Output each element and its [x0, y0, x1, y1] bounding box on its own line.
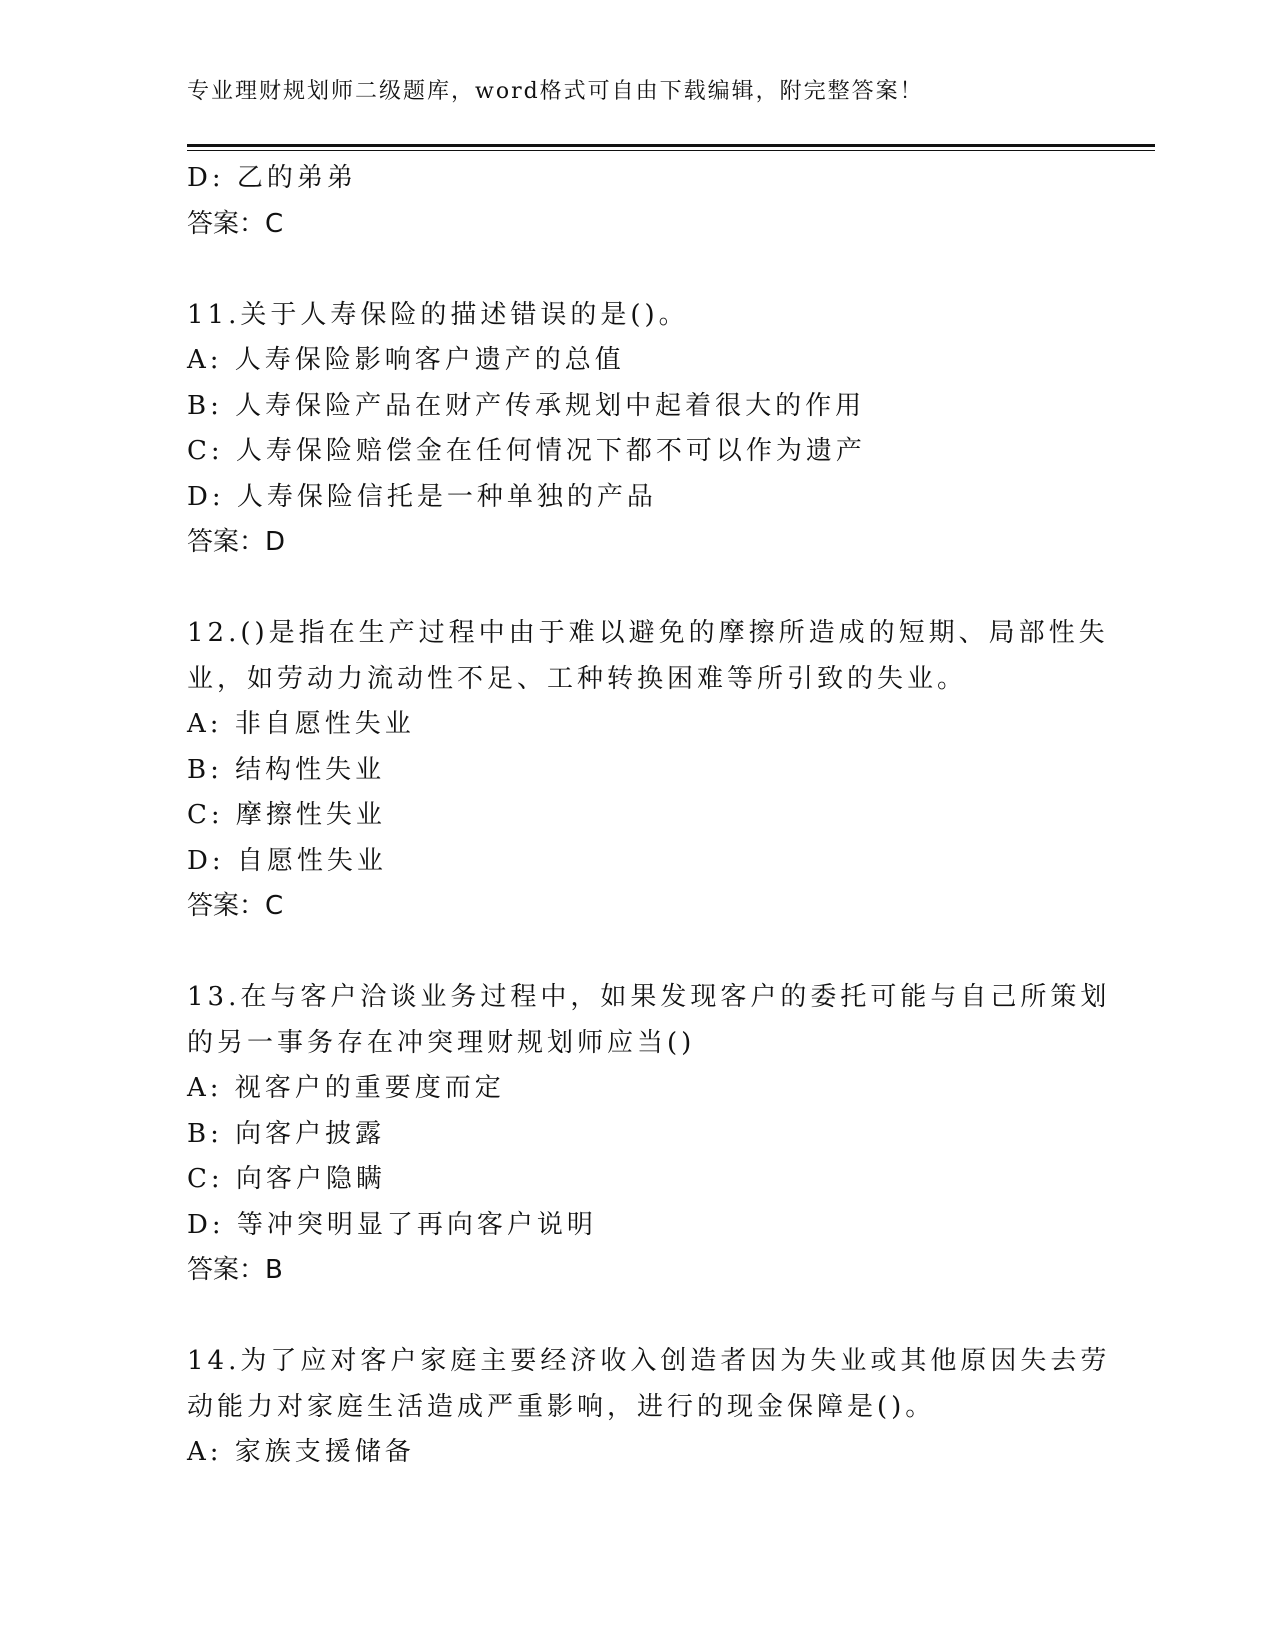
question-11 [187, 293, 1087, 566]
option-a: A: 非自愿性失业 [187, 709, 415, 739]
question-stem: 13.在与客户洽谈业务过程中，如果发现客户的委托可能与自己所策划 [187, 982, 1111, 1012]
spacer [187, 247, 1087, 293]
question-stem-cont: 业，如劳动力流动性不足、工种转换困难等所引致的失业。 [187, 663, 968, 694]
option-d: D: 等冲突明显了再向客户说明 [187, 1209, 597, 1240]
answer: 答案：D [187, 527, 286, 557]
spacer [187, 930, 1087, 976]
answer: 答案：C [187, 891, 284, 921]
option-d: D: 乙的弟弟 [187, 163, 357, 193]
answer: 答案：C [187, 208, 284, 239]
spacer [187, 1294, 1087, 1340]
question-stem: 12.()是指在生产过程中由于难以避免的摩擦所造成的短期、局部性失 [187, 618, 1109, 648]
header-rule-thick [187, 144, 1155, 147]
option-c: C: 摩擦性失业 [187, 800, 386, 830]
option-b: B: 结构性失业 [187, 754, 386, 785]
spacer [187, 566, 1087, 612]
option-a: A: 家族支援储备 [187, 1437, 415, 1467]
question-14 [187, 1339, 1111, 1476]
question-stem-cont: 动能力对家庭生活造成严重影响，进行的现金保障是()。 [187, 1391, 936, 1422]
option-d: D: 人寿保险信托是一种单独的产品 [187, 481, 657, 512]
answer: 答案：B [187, 1255, 283, 1285]
option-b: B: 人寿保险产品在财产传承规划中起着很大的作用 [187, 390, 866, 421]
document-body [187, 156, 1111, 1476]
option-a: A: 人寿保险影响客户遗产的总值 [187, 345, 625, 375]
option-b: B: 向客户披露 [187, 1118, 386, 1149]
question-stem-cont: 的另一事务存在冲突理财规划师应当() [187, 1027, 696, 1058]
option-c: C: 向客户隐瞒 [187, 1164, 386, 1194]
option-a: A: 视客户的重要度而定 [187, 1073, 505, 1103]
header-rule-thin [187, 150, 1155, 151]
header-note: 专业理财规划师二级题库，word格式可自由下载编辑，附完整答案！ [187, 79, 924, 104]
question-stem: 14.为了应对客户家庭主要经济收入创造者因为失业或其他原因失去劳 [187, 1346, 1111, 1376]
question-13 [187, 975, 1111, 1294]
option-c: C: 人寿保险赔偿金在任何情况下都不可以作为遗产 [187, 436, 866, 466]
option-d: D: 自愿性失业 [187, 845, 387, 876]
question-12 [187, 611, 1109, 930]
prev-question-tail [187, 156, 1087, 247]
question-stem: 11.关于人寿保险的描述错误的是()。 [187, 299, 689, 330]
